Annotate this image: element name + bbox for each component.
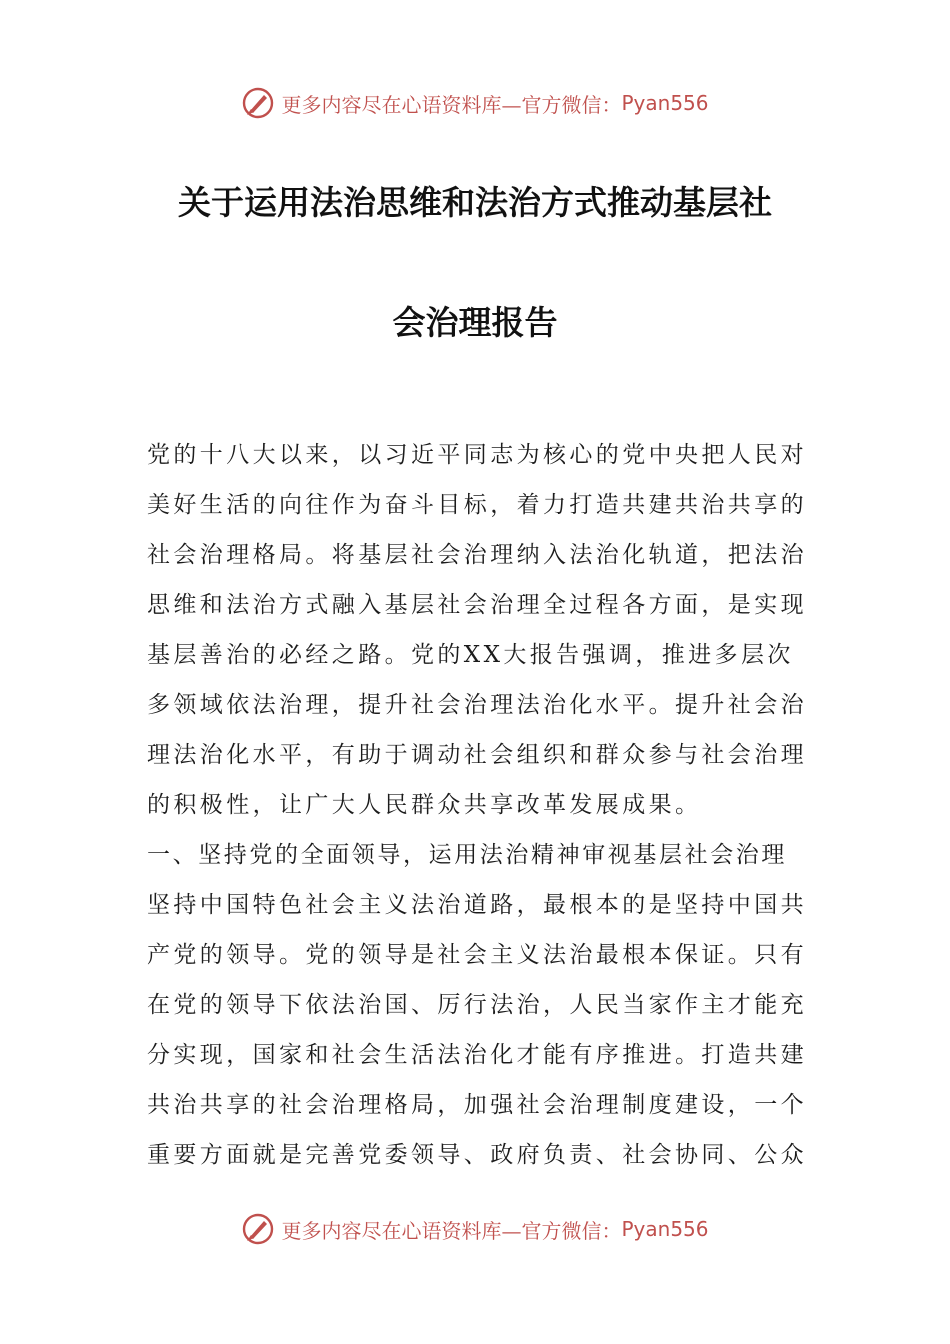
- watermark-footer: [0, 1212, 950, 1246]
- document-title-line-1: 关于运用法治思维和法治方式推动基层社: [178, 183, 772, 222]
- section-heading-1: 一、坚持党的全面领导，运用法治精神审视基层社会治理: [147, 842, 787, 868]
- paragraph-intro: 党的十八大以来，以习近平同志为核心的党中央把人民对美好生活的向往作为奋斗目标，着力打造共建共治共享的社会治理格局。将基层社会治理纳入法治化轨道，把法治思维和法治方式融入基层社会治理全过程各方面，是实现基层善治的必经之路。党的XX大报告强调，推进多层次多领域依法治理，提升社会治理法治化水平。提升社会治理法治化水平，有助于调动社会组织和群众参与社会治理的积极性，让广大人民群众共享改革发展成果。: [147, 442, 807, 818]
- document-title-line-2: 会治理报告: [392, 303, 558, 342]
- watermark-wechat-id: Pyan556: [621, 91, 709, 115]
- document-body: [147, 430, 812, 1180]
- watermark-text: 更多内容尽在心语资料库—官方微信：: [281, 92, 622, 117]
- watermark-wechat-id: Pyan556: [621, 1217, 709, 1241]
- pen-nib-logo-icon: [241, 86, 275, 120]
- watermark-header: [0, 86, 950, 120]
- pen-nib-logo-icon: [241, 1212, 275, 1246]
- paragraph-section-1: 坚持中国特色社会主义法治道路，最根本的是坚持中国共产党的领导。党的领导是社会主义法治最根本保证。只有在党的领导下依法治国、厉行法治，人民当家作主才能充分实现，国家和社会生活法治化才能有序推进。打造共建共治共享的社会治理格局，加强社会治理制度建设，一个重要方面就是完善党委领导、政府负责、社会协同、公众: [147, 892, 807, 1168]
- watermark-text: 更多内容尽在心语资料库—官方微信：: [281, 1218, 622, 1243]
